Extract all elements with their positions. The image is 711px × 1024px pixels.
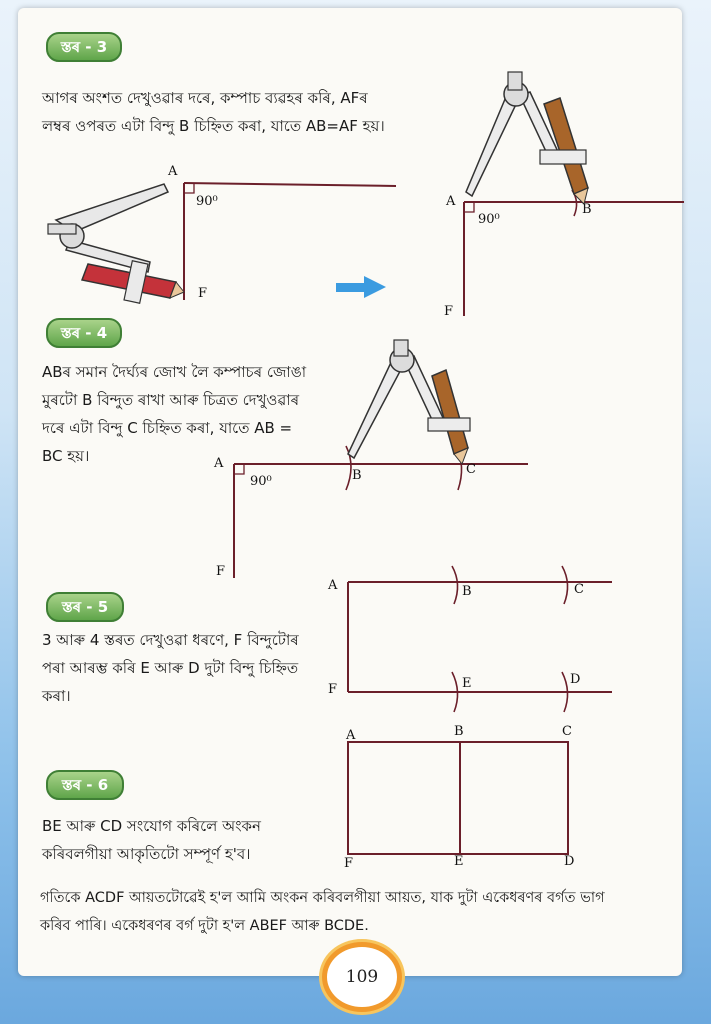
- label-a: A: [446, 194, 456, 209]
- text-line: পৰা আৰম্ভ কৰি E আৰু D দুটা বিন্দু চিহ্নিত: [42, 659, 299, 677]
- label-d: D: [564, 854, 575, 869]
- text-line: কৰা।: [42, 687, 71, 705]
- label-c: C: [562, 724, 572, 739]
- label-angle: 90⁰: [478, 212, 500, 227]
- step-5-badge: স্তৰ - 5: [46, 592, 124, 622]
- label-angle: 90⁰: [196, 194, 218, 209]
- label-f: F: [344, 856, 354, 871]
- label-a: A: [214, 456, 224, 471]
- label-b: B: [462, 584, 472, 599]
- text-line: লম্বৰ ওপৰত এটা বিন্দু B চিহ্নিত কৰা, যাতে AB=AF হয়।: [42, 117, 385, 135]
- text-line: গতিকে ACDF আয়তটোৱেই হ'ল আমি অংকন কৰিবলগীয়া আয়ত, যাক দুটা একেধৰণৰ বৰ্গত ভাগ: [40, 890, 605, 906]
- text-line: মুৰটো B বিন্দুত ৰাখা আৰু চিত্ৰত দেখুওৱাৰ: [42, 391, 300, 409]
- step3-right-figure: [464, 190, 684, 316]
- label-a: A: [328, 578, 338, 593]
- right-angle-mark: [234, 464, 244, 474]
- step-6-badge: স্তৰ - 6: [46, 770, 124, 800]
- label-c: C: [466, 462, 476, 477]
- text-line: BE আৰু CD সংযোগ কৰিলে অংকন: [42, 817, 261, 835]
- compass-icon: [348, 340, 470, 464]
- page-number: 109: [322, 942, 402, 1012]
- step6-figure: [348, 742, 568, 854]
- step4-figure: [234, 446, 528, 578]
- arc-mark: [562, 566, 568, 604]
- right-angle-mark: [464, 202, 474, 212]
- label-b: B: [582, 202, 592, 217]
- compass-icon: [466, 72, 588, 204]
- arc-mark: [452, 566, 458, 604]
- label-f: F: [444, 304, 454, 319]
- arrow-icon: [336, 276, 386, 298]
- step5-figure: [348, 566, 612, 712]
- text-line: আগৰ অংশত দেখুওৱাৰ দৰে, কম্পাচ ব্যৱহৰ কৰি, AFৰ: [42, 89, 368, 107]
- text-line: কৰিবলগীয়া আকৃতিটো সম্পূৰ্ণ হ'ব।: [42, 845, 251, 863]
- text-line: দৰে এটা বিন্দু C চিহ্নিত কৰা, যাতে AB =: [42, 419, 293, 437]
- label-a: A: [168, 164, 178, 179]
- step-3-badge: স্তৰ - 3: [46, 32, 122, 62]
- label-f: F: [216, 564, 226, 579]
- text-line: কৰিব পাৰি। একেধৰণৰ বৰ্গ দুটা হ'ল ABEF আৰু BCDE.: [40, 918, 369, 934]
- text-line: 3 আৰু 4 স্তৰত দেখুওৱা ধৰণে, F বিন্দুটোৰ: [42, 631, 299, 649]
- label-b: B: [352, 468, 362, 483]
- rectangle-acdf: [348, 742, 568, 854]
- text-line: ABৰ সমান দৈৰ্ঘ্যৰ জোখ লৈ কম্পাচৰ জোঙা: [42, 363, 307, 381]
- label-b: B: [454, 724, 464, 739]
- label-a: A: [346, 728, 356, 743]
- label-f: F: [328, 682, 338, 697]
- label-f: F: [198, 286, 208, 301]
- right-angle-mark: [184, 183, 194, 193]
- label-c: C: [574, 582, 584, 597]
- label-angle: 90⁰: [250, 474, 272, 489]
- label-e: E: [462, 676, 472, 691]
- label-d: D: [570, 672, 581, 687]
- compass-icon: [48, 184, 184, 303]
- step-4-badge: স্তৰ - 4: [46, 318, 122, 348]
- label-e: E: [454, 854, 464, 869]
- ray-line: [184, 183, 396, 186]
- text-line: BC হয়।: [42, 447, 90, 465]
